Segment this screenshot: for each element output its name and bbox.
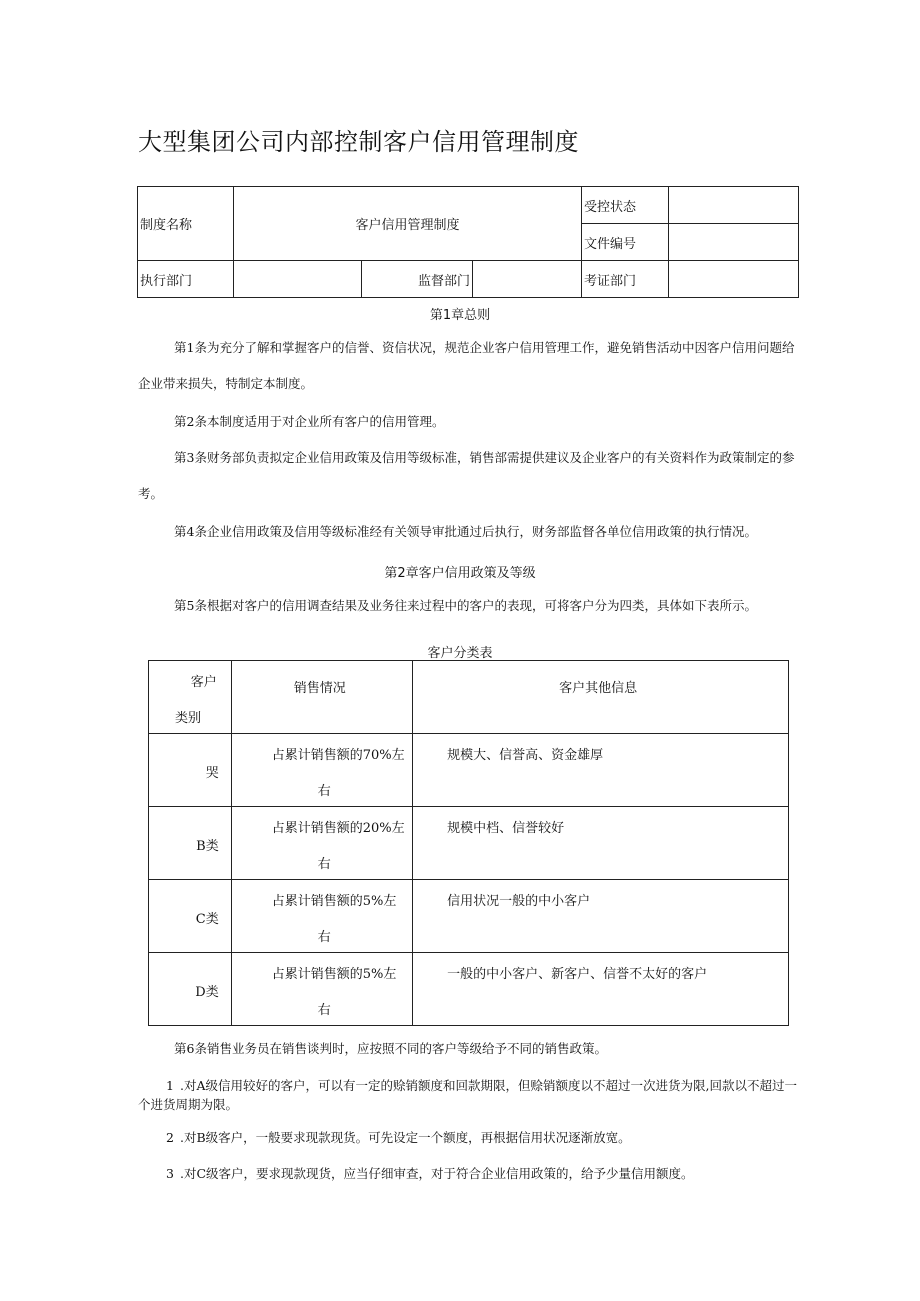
policy-number: 3 [166, 1166, 174, 1181]
row-info [413, 807, 789, 880]
policy-item [138, 1164, 803, 1183]
header-other-info-label: 客户其他信息 [559, 681, 638, 696]
class-table-title: 客户分类表 [427, 646, 493, 661]
row-sales-line1: 占累计销售额的5%左 [271, 967, 397, 982]
article-6: 第6条销售业务员在销售谈判时，应按照不同的客户等级给予不同的销售政策。 [174, 1041, 607, 1056]
row-category-label: C类 [195, 912, 219, 927]
row-sales-line2: 右 [317, 857, 331, 872]
document-title: 大型集团公司内部控制客户信用管理制度 [138, 128, 579, 156]
table-row [149, 807, 789, 880]
row-info-text: 一般的中小客户、新客户、信誉不太好的客户 [447, 967, 708, 982]
supervise-dept-value [473, 261, 582, 298]
row-sales [231, 880, 412, 953]
article-3: 第3条财务部负责拟定企业信用政策及信用等级标准，销售部需提供建议及企业客户的有关资料作为政策制定的参考。 [138, 450, 795, 501]
header-category-line1: 客户 [190, 675, 217, 690]
table-row [149, 734, 789, 807]
verify-dept-label: 考证部门 [582, 261, 669, 298]
chapter2-heading: 第2章客户信用政策及等级 [384, 566, 536, 581]
header-category-line2: 类别 [175, 711, 202, 726]
policy-number: 1 [166, 1078, 174, 1093]
row-category [149, 880, 232, 953]
article-2: 第2条本制度适用于对企业所有客户的信用管理。 [174, 414, 445, 429]
row-category-label: D类 [195, 985, 219, 1000]
row-category-label: 哭 [205, 766, 219, 781]
header-sales [231, 661, 412, 734]
article-1: 第1条为充分了解和掌握客户的信誉、资信状况，规范企业客户信用管理工作，避免销售活动中因客户信用问题给企业带来损失，特制定本制度。 [138, 340, 795, 391]
row-sales-line2: 右 [317, 784, 331, 799]
row-sales [231, 807, 412, 880]
article-5: 第5条根据对客户的信用调查结果及业务往来过程中的客户的表现，可将客户分为四类，具体如下表所示。 [174, 598, 757, 613]
customer-class-table [148, 660, 789, 1026]
policy-text: .对A级信用较好的客户，可以有一定的赊销额度和回款期限，但赊销额度以不超过一次进货为限,回款以不超过一个进货周期为限。 [138, 1078, 797, 1112]
exec-dept-value [234, 261, 362, 298]
file-no-value [669, 224, 799, 261]
row-category [149, 953, 232, 1026]
row-sales [231, 953, 412, 1026]
row-info [413, 734, 789, 807]
row-sales-line1: 占累计销售额的70%左 [271, 748, 405, 763]
exec-dept-label: 执行部门 [138, 261, 234, 298]
control-status-value [669, 187, 799, 224]
row-category [149, 807, 232, 880]
table-row [149, 880, 789, 953]
row-info-text: 规模中档、信誉较好 [447, 821, 565, 836]
row-info-text: 规模大、信誉高、资金雄厚 [447, 748, 604, 763]
header-sales-label: 销售情况 [293, 681, 346, 696]
header-other-info [413, 661, 789, 734]
policy-item [138, 1128, 803, 1147]
row-sales-line2: 右 [317, 930, 331, 945]
header-category [149, 661, 232, 734]
row-sales [231, 734, 412, 807]
row-info [413, 953, 789, 1026]
file-no-label: 文件编号 [582, 224, 669, 261]
article-4: 第4条企业信用政策及信用等级标准经有关领导审批通过后执行，财务部监督各单位信用政策的执行情况。 [174, 524, 757, 539]
policy-item [138, 1076, 803, 1114]
row-sales-line2: 右 [317, 1003, 331, 1018]
control-status-label: 受控状态 [582, 187, 669, 224]
meta-table [137, 186, 799, 298]
supervise-dept-label: 监督部门 [362, 261, 473, 298]
policy-text: .对C级客户，要求现款现货，应当仔细审查，对于符合企业信用政策的，给予少量信用额度。 [180, 1166, 694, 1181]
chapter1-heading: 第1章总则 [429, 308, 491, 323]
row-category [149, 734, 232, 807]
name-value: 客户信用管理制度 [234, 187, 582, 261]
row-sales-line1: 占累计销售额的20%左 [271, 821, 405, 836]
verify-dept-value [669, 261, 799, 298]
row-category-label: B类 [196, 839, 219, 854]
policy-text: .对B级客户，一般要求现款现货。可先设定一个额度，再根据信用状况逐渐放宽。 [180, 1130, 631, 1145]
row-info-text: 信用状况一般的中小客户 [447, 894, 591, 909]
name-label: 制度名称 [138, 187, 234, 261]
row-sales-line1: 占累计销售额的5%左 [271, 894, 397, 909]
row-info [413, 880, 789, 953]
table-row [149, 953, 789, 1026]
policy-number: 2 [166, 1130, 174, 1145]
